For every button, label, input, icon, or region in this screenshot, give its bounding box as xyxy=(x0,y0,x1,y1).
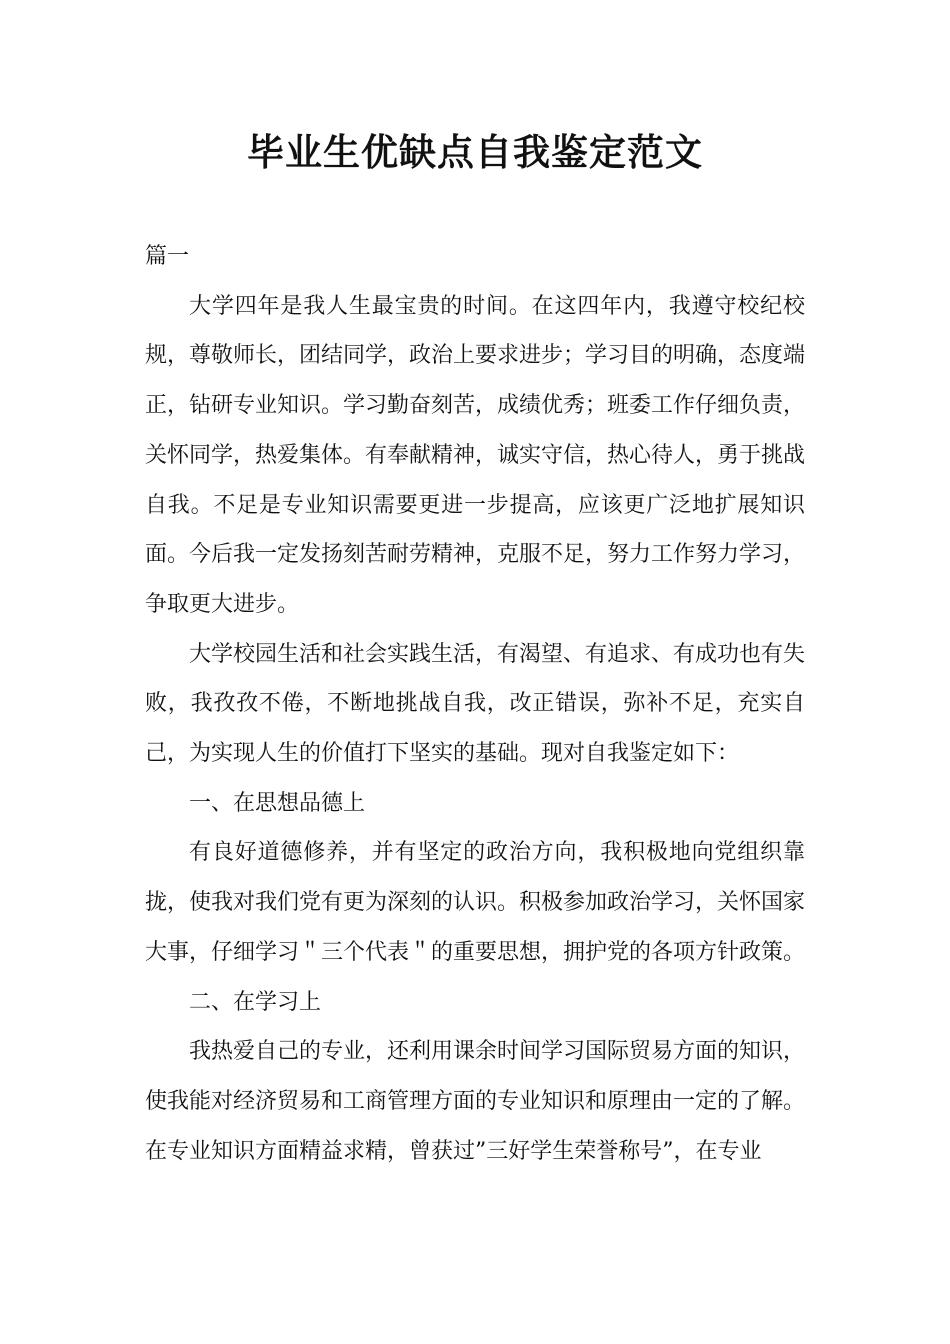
document-body xyxy=(145,232,805,1176)
paragraph-ideology: 有良好道德修养，并有坚定的政治方向，我积极地向党组织靠拢，使我对我们党有更为深刻的认识。积极参加政治学习，关怀国家大事，仔细学习＂三个代表＂的重要思想，拥护党的各项方针政策。 xyxy=(145,840,806,965)
document-title: 毕业生优缺点自我鉴定范文 xyxy=(247,131,703,174)
paragraph-intro: 大学四年是我人生最宝贵的时间。在这四年内，我遵守校纪校规，尊敬师长，团结同学，政治上要求进步；学习目的明确，态度端正，钻研专业知识。学习勤奋刻苦，成绩优秀；班委工作仔细负责，关怀同学，热爱集体。有奉献精神，诚实守信，热心待人，勇于挑战自我。不足是专业知识需要更进一步提高，应该更广泛地扩展知识面。今后我一定发扬刻苦耐劳精神，克服不足，努力工作努力学习，争取更大进步。 xyxy=(145,293,806,617)
section-label: 篇一 xyxy=(145,244,190,269)
heading-ideology: 一、在思想品德上 xyxy=(189,790,366,816)
paragraph-study: 我热爱自己的专业，还利用课余时间学习国际贸易方面的知识，使我能对经济贸易和工商管理方面的专业知识和原理由一定的了解。在专业知识方面精益求精，曾获过”三好学生荣誉称号”，在专业 xyxy=(145,1039,806,1164)
paragraph-campus-life: 大学校园生活和社会实践生活，有渴望、有追求、有成功也有失败，我孜孜不倦，不断地挑战自我，改正错误，弥补不足，充实自己，为实现人生的价值打下坚实的基础。现对自我鉴定如下： xyxy=(145,641,806,767)
heading-study: 二、在学习上 xyxy=(189,989,322,1015)
